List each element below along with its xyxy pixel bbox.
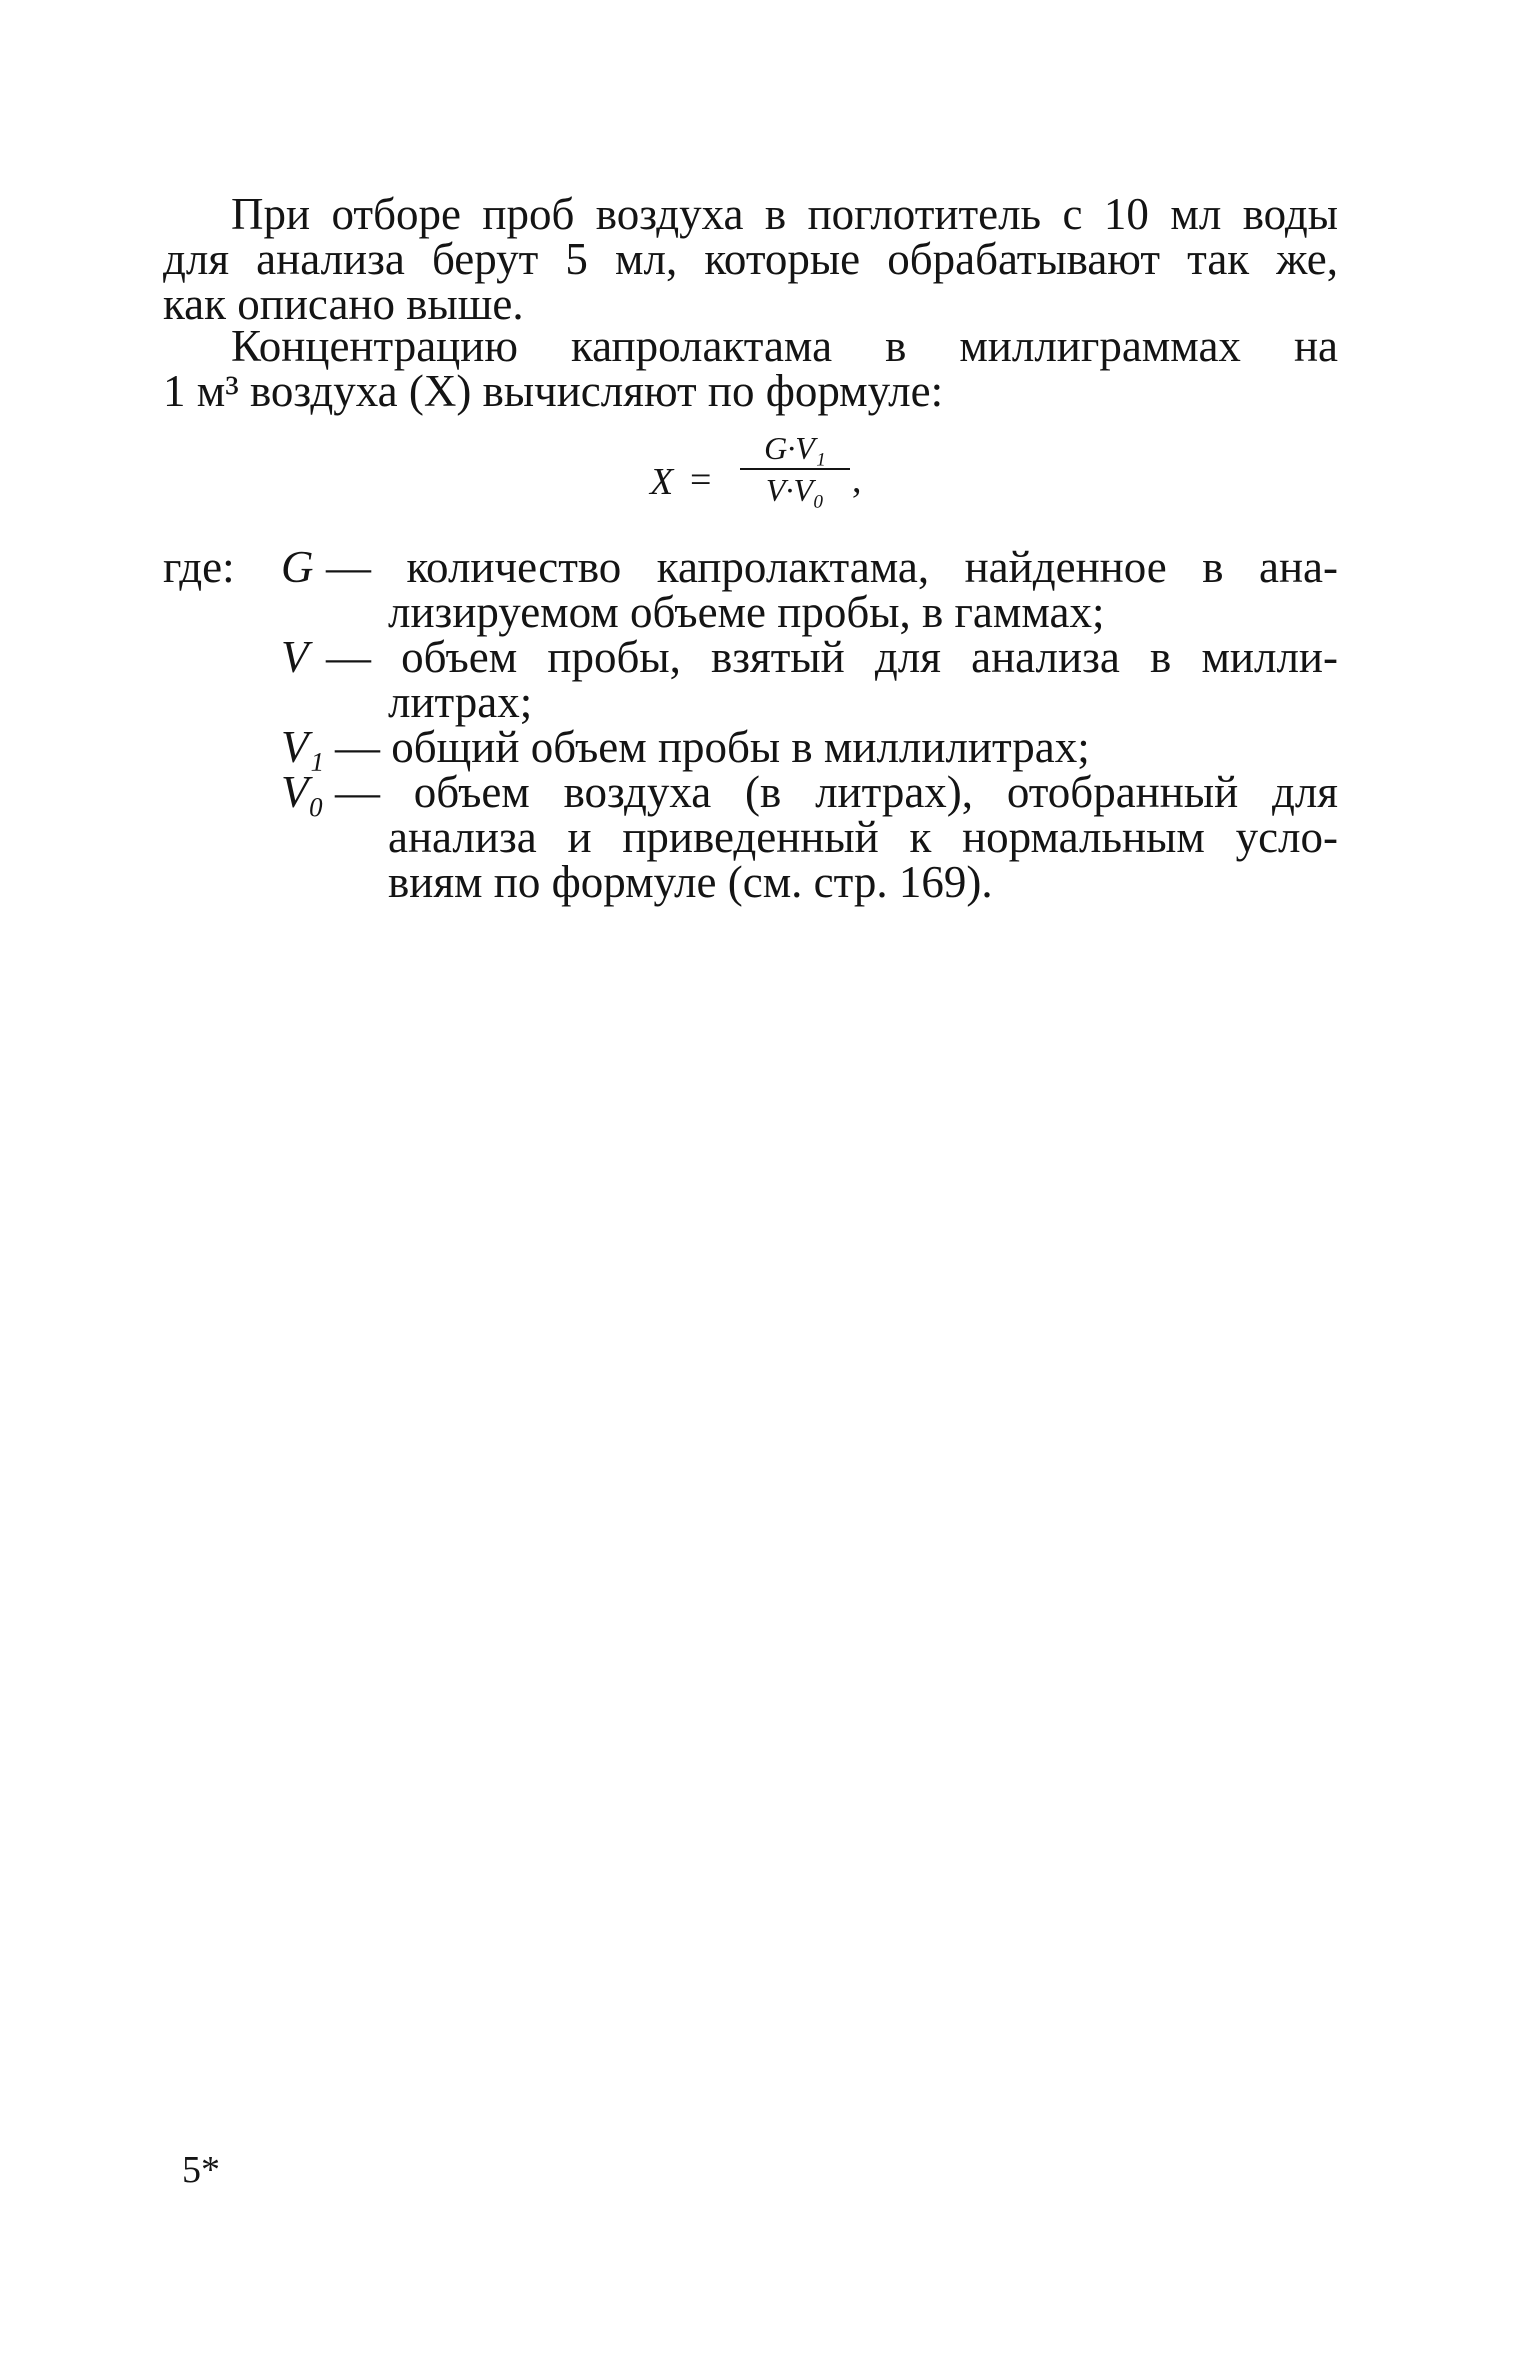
formula-denominator: V·V₀	[765, 472, 825, 508]
definition-symbol: V	[281, 632, 309, 682]
definition-text	[335, 722, 1338, 772]
definition-text	[326, 542, 1338, 592]
paragraph-line: для анализа берут 5 мл, которые обрабатывают так же,	[163, 234, 1338, 284]
formula-comma: ,	[852, 459, 862, 501]
definition-row	[163, 857, 1338, 907]
paragraph-concentration	[163, 321, 1338, 416]
formula-equals: =	[690, 459, 712, 501]
definition-row	[163, 767, 1338, 817]
signature-mark: 5*	[182, 2149, 220, 2191]
formula-lhs: X	[650, 461, 674, 503]
definition-row	[163, 677, 1338, 727]
definition-line: литрах;	[388, 677, 533, 727]
definition-line: — объем пробы, взятый для анализа в милли-	[326, 632, 1338, 682]
definition-row	[163, 632, 1338, 682]
paragraph-line: как описано выше.	[163, 279, 524, 329]
definition-line: — объем воздуха (в литрах), отобранный для	[335, 767, 1338, 817]
concentration-formula	[650, 430, 910, 540]
fraction-bar	[740, 468, 850, 470]
definition-text	[388, 587, 1338, 637]
definition-text	[388, 677, 1338, 727]
definition-row	[163, 722, 1338, 772]
paragraph-line: Концентрацию капролактама в миллиграммах на	[231, 321, 1338, 371]
formula-numerator: G·V₁	[764, 430, 826, 466]
definition-line: лизируемом объеме пробы, в гаммах;	[388, 587, 1105, 637]
formula-fraction	[740, 430, 850, 508]
definition-row	[163, 587, 1338, 637]
definition-row	[163, 812, 1338, 862]
definition-symbol: V₁	[281, 722, 325, 772]
definition-line: виям по формуле (см. стр. 169).	[388, 857, 993, 907]
definition-text	[335, 767, 1338, 817]
definition-text	[326, 632, 1338, 682]
definition-line: анализа и приведенный к нормальным усло-	[388, 812, 1338, 862]
paragraph-air-sampling	[163, 189, 1338, 329]
definition-text	[388, 812, 1338, 862]
definition-line: — общий объем пробы в миллилитрах;	[335, 722, 1090, 772]
definition-symbol: G	[281, 542, 314, 592]
definition-text	[388, 857, 1338, 907]
paragraph-line: 1 м³ воздуха (X) вычисляют по формуле:	[163, 366, 944, 416]
where-label: где:	[163, 542, 235, 592]
definition-row	[163, 542, 1338, 592]
variable-definitions	[163, 542, 1338, 907]
paragraph-line: При отборе проб воздуха в поглотитель с 10 мл воды	[231, 189, 1338, 239]
definition-line: — количество капролактама, найденное в ана-	[326, 542, 1338, 592]
definition-symbol: V₀	[281, 767, 325, 817]
